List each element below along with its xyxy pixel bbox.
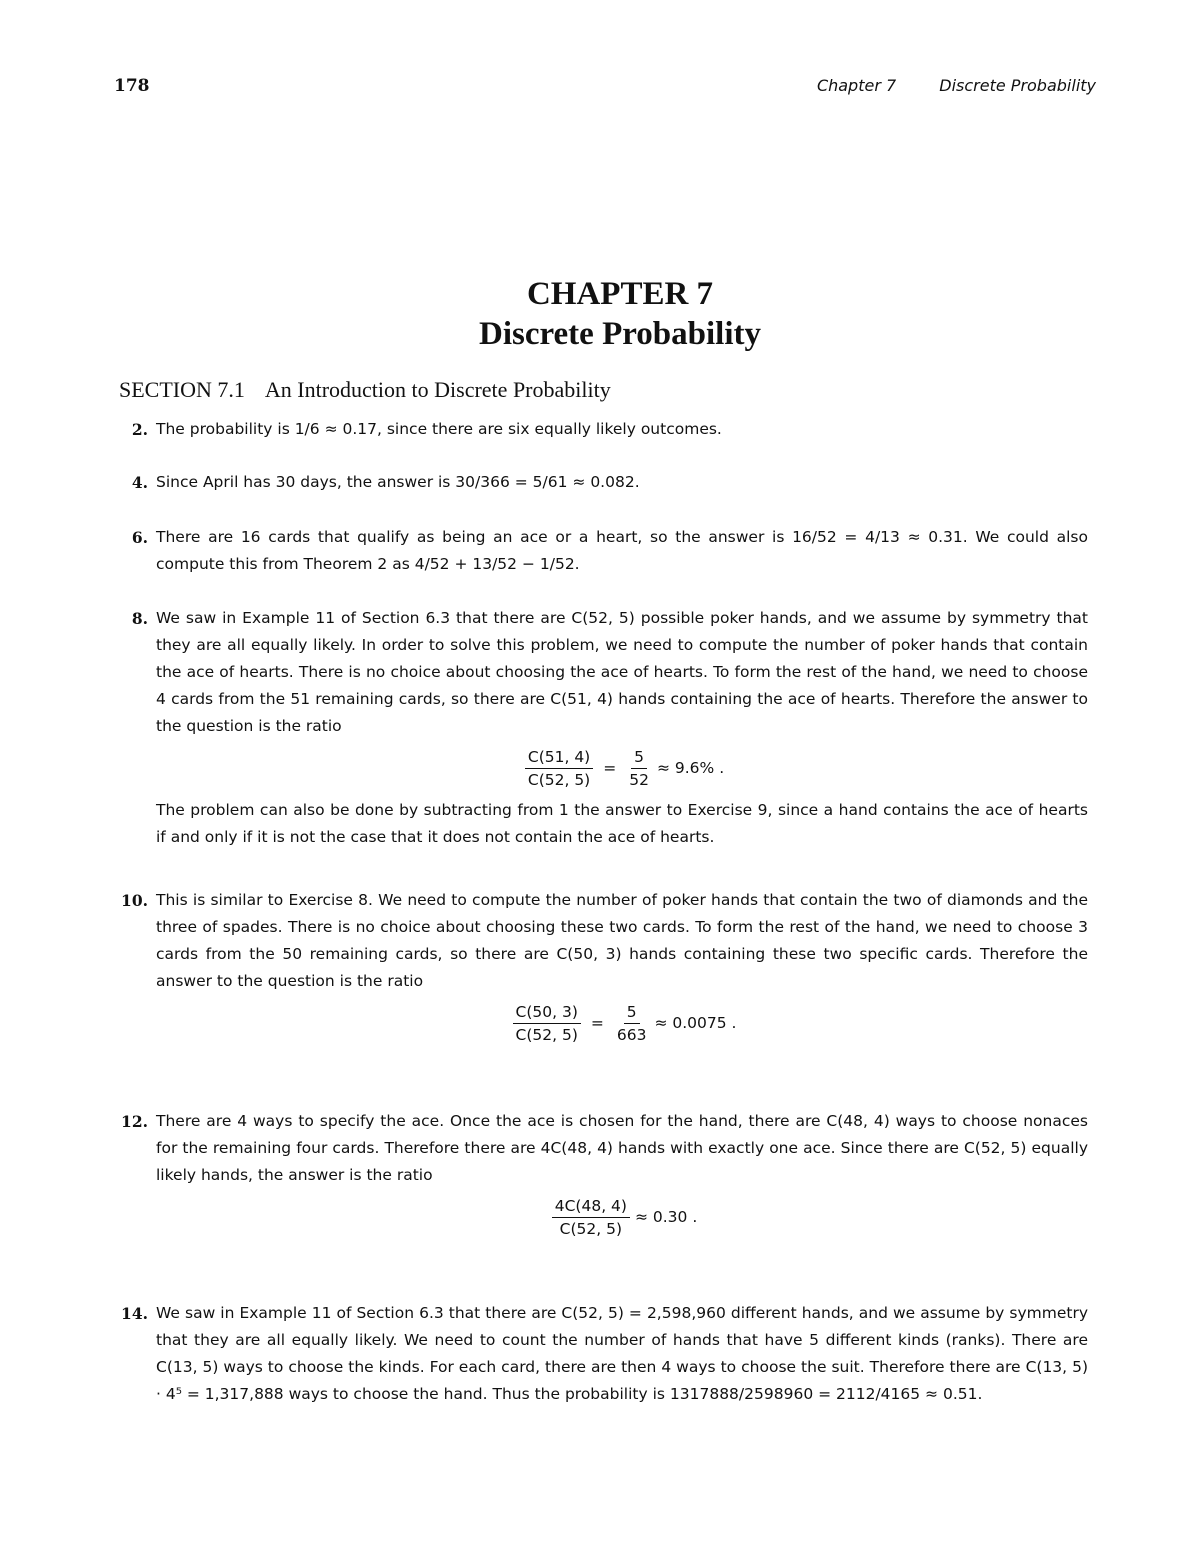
exercise-body	[156, 887, 1088, 1046]
numerator: 5	[624, 1001, 640, 1024]
numerator: 5	[631, 746, 647, 769]
exercise-number: 6.	[131, 528, 148, 547]
equals-sign: =	[603, 759, 617, 777]
exercise-text: There are 16 cards that qualify as being an ace or a heart, so the answer is 16/52 = 4/13 ≈ 0.31. We could also compute this from Theorem 2 as 4/52 + 13/52 − 1/52.	[156, 528, 1088, 573]
exercise-text: We saw in Example 11 of Section 6.3 that there are C(52, 5) possible poker hands, and we assume by symmetry that they are all equally likely. In order to solve this problem, we need to compute the number of poker hands that contain the ace of hearts. There is no choice about choosing the ace of hearts. To form the rest of the hand, we need to choose 4 cards from the 51 remaining cards, so there are C(51, 4) hands containing the ace of hearts. Therefore the answer to the question is the ratio	[156, 609, 1088, 735]
display-formula	[156, 746, 1088, 791]
exercise-10	[118, 887, 1088, 1052]
exercise-text: This is similar to Exercise 8. We need to compute the number of poker hands that contain the two of diamonds and the three of spades. There is no choice about choosing these two cards. To form the rest of the hand, we need to choose 3 cards from the 50 remaining cards, so there are C(50, 3) hands containing these two specific cards. Therefore the answer to the question is the ratio	[156, 891, 1088, 990]
exercise-text: The probability is 1/6 ≈ 0.17, since there are six equally likely outcomes.	[156, 420, 722, 438]
exercise-body	[156, 605, 1088, 851]
exercise-text: There are 4 ways to specify the ace. Once the ace is chosen for the hand, there are C(48, 4) ways to choose nonaces for the remaining four cards. Therefore there are 4C(48, 4) hands with exactly one ace. Since there are C(52, 5) equally likely hands, the answer is the ratio	[156, 1112, 1088, 1184]
exercise-2	[118, 416, 1088, 443]
denominator: C(52, 5)	[559, 1220, 623, 1238]
approximation: ≈ 0.30 .	[634, 1208, 698, 1226]
exercise-number: 2.	[131, 420, 148, 439]
numerator: 4C(48, 4)	[552, 1195, 630, 1218]
exercise-body	[156, 1108, 1088, 1240]
exercise-14	[118, 1300, 1088, 1408]
denominator: 663	[616, 1026, 647, 1044]
display-formula	[156, 1001, 1088, 1046]
chapter-title: Discrete Probability	[479, 316, 761, 352]
exercise-12	[118, 1108, 1088, 1246]
denominator: 52	[629, 771, 649, 789]
numerator: C(51, 4)	[525, 746, 593, 769]
denominator: C(52, 5)	[515, 1026, 578, 1044]
display-formula	[156, 1195, 1088, 1240]
fraction	[525, 746, 593, 791]
chapter-number: CHAPTER 7	[526, 276, 714, 312]
exercise-number: 10.	[121, 891, 148, 910]
fraction	[552, 1195, 630, 1240]
section-heading	[119, 377, 611, 403]
fraction	[626, 746, 652, 791]
equals-sign: =	[590, 1014, 604, 1032]
chapter-heading	[0, 274, 1200, 354]
numerator: C(50, 3)	[513, 1001, 581, 1024]
exercise-4	[118, 469, 1088, 496]
approximation: ≈ 9.6% .	[656, 759, 725, 777]
fraction	[513, 1001, 581, 1046]
exercise-text: The problem can also be done by subtracting from 1 the answer to Exercise 9, since a hand contains the ace of hearts if and only if it is not the case that it does not contain the ace of hearts.	[156, 801, 1088, 846]
exercise-6	[118, 524, 1088, 578]
exercise-number: 14.	[121, 1304, 148, 1323]
running-chapter-title: Discrete Probability	[939, 76, 1096, 95]
exercise-number: 4.	[131, 473, 148, 492]
running-chapter-label: Chapter 7	[816, 76, 897, 95]
exercise-text: We saw in Example 11 of Section 6.3 that there are C(52, 5) = 2,598,960 different hands, and we assume by symmetry that they are all equally likely. We need to count the number of hands that have 5 different kinds (ranks). There are C(13, 5) ways to choose the kinds. For each card, there are then 4 ways to choose the suit. Therefore there are C(13, 5) · 4⁵ = 1,317,888 ways to choose the hand. Thus the probability is 1317888/2598960 = 2112/4165 ≈ 0.51.	[156, 1304, 1088, 1403]
exercise-text: Since April has 30 days, the answer is 30/366 = 5/61 ≈ 0.082.	[156, 473, 640, 491]
fraction	[614, 1001, 650, 1046]
page-number: 178	[114, 76, 150, 96]
approximation: ≈ 0.0075 .	[654, 1014, 737, 1032]
exercise-number: 12.	[121, 1112, 148, 1131]
running-title	[817, 76, 1096, 95]
exercise-8	[118, 605, 1088, 851]
exercise-number: 8.	[131, 609, 148, 628]
section-title: An Introduction to Discrete Probability	[264, 377, 611, 402]
denominator: C(52, 5)	[527, 771, 591, 789]
section-label: SECTION 7.1	[119, 377, 245, 402]
running-head	[114, 76, 1096, 100]
